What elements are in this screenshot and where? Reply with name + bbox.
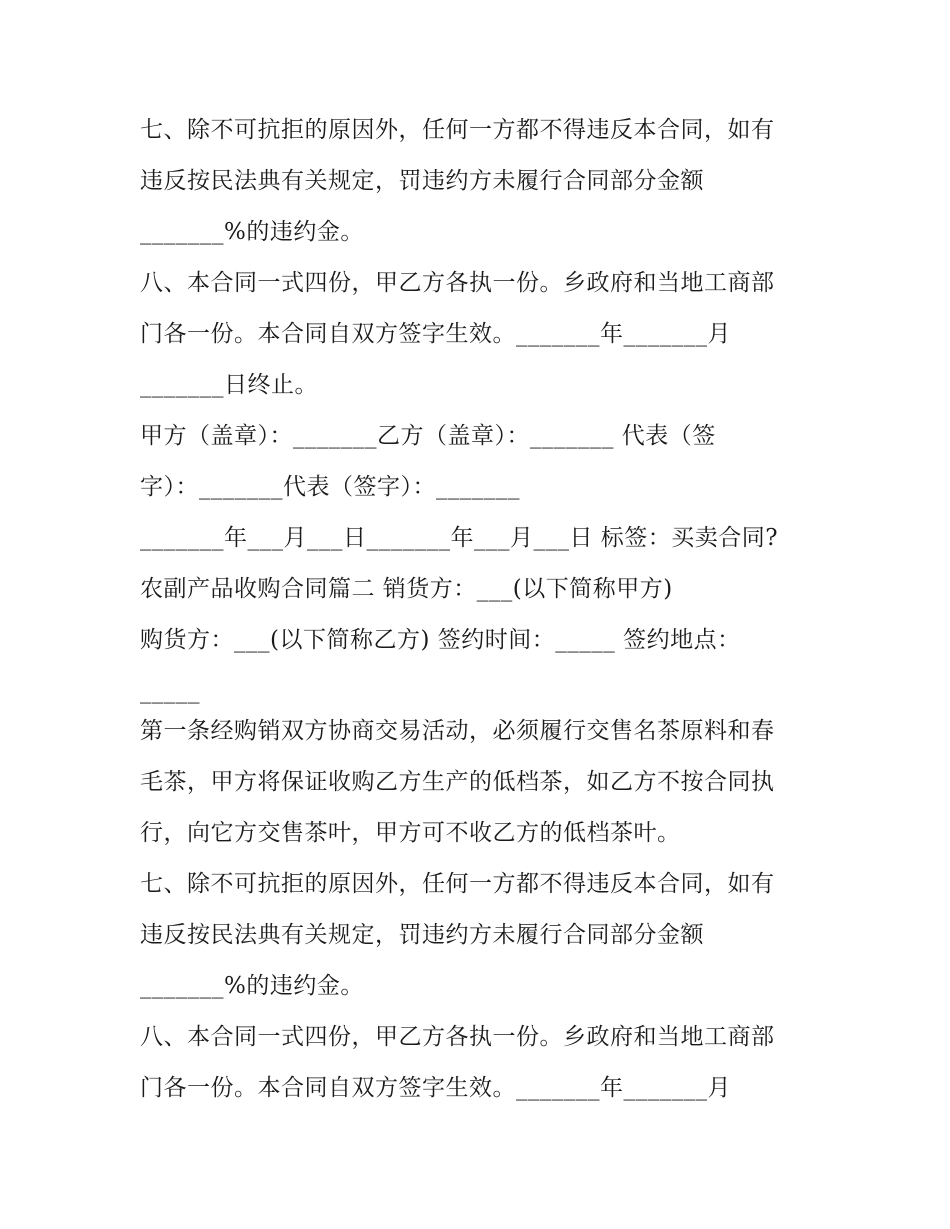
text-line: 毛茶，甲方将保证收购乙方生产的低档茶，如乙方不按合同执 [140, 769, 775, 795]
text-line: 七、除不可抗拒的原因外，任何一方都不得违反本合同，如有 [140, 117, 775, 143]
text-line: 购货方：___(以下简称乙方) 签约时间：_____ 签约地点： [140, 627, 741, 653]
text-line: 门各一份。本合同自双方签字生效。_______年_______月 [140, 321, 731, 347]
text-line: 违反按民法典有关规定，罚违约方未履行合同部分金额 [140, 922, 704, 948]
text-line: 违反按民法典有关规定，罚违约方未履行合同部分金额 [140, 168, 704, 194]
text-line: _______年___月___日_______年___月___日 标签：买卖合同? [140, 525, 779, 551]
text-line: _______%的违约金。 [140, 219, 364, 245]
text-line: 字）：_______代表（签字）：_______ [140, 474, 520, 500]
text-line: 农副产品收购合同篇二 销货方：___(以下简称甲方) [140, 576, 673, 602]
text-line: _______日终止。 [140, 372, 318, 398]
text-line: 八、本合同一式四份，甲乙方各执一份。乡政府和当地工商部 [140, 270, 775, 296]
text-line: 门各一份。本合同自双方签字生效。_______年_______月 [140, 1075, 731, 1101]
text-line: _______%的违约金。 [140, 973, 364, 999]
text-line: 行，向它方交售茶叶，甲方可不收乙方的低档茶叶。 [140, 820, 681, 846]
text-line: _____ [140, 678, 200, 704]
text-line: 七、除不可抗拒的原因外，任何一方都不得违反本合同，如有 [140, 871, 775, 897]
text-line: 甲方（盖章）：_______乙方（盖章）：_______ 代表（签 [140, 423, 716, 449]
text-line: 八、本合同一式四份，甲乙方各执一份。乡政府和当地工商部 [140, 1024, 775, 1050]
text-line: 第一条经购销双方协商交易活动，必须履行交售名茶原料和春 [140, 718, 775, 744]
